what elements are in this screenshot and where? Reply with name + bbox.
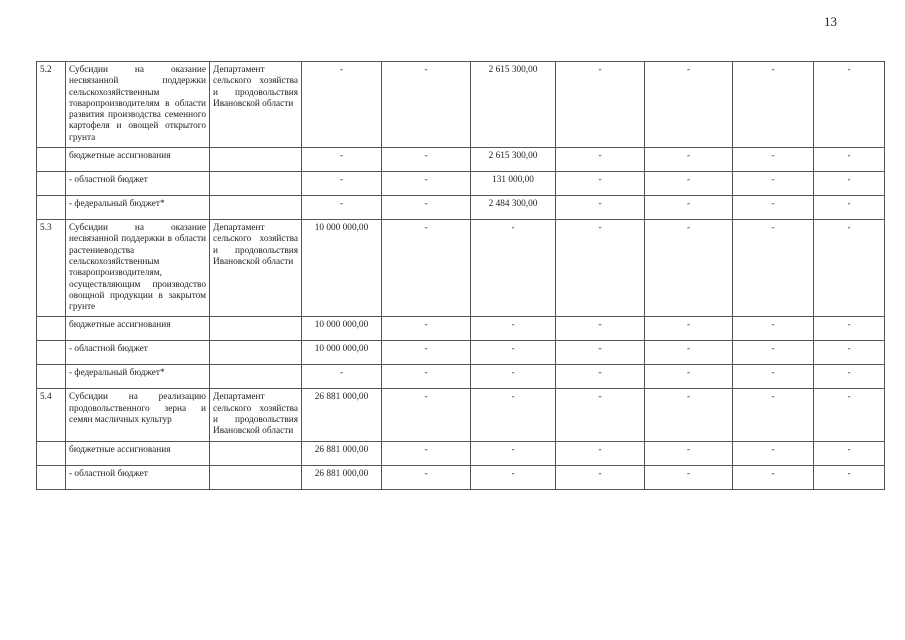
department-cell: Департамент сельского хозяйства и продовольствия Ивановской области <box>210 389 302 441</box>
amount-cell: - <box>382 317 471 341</box>
row-number-cell: 5.2 <box>37 62 66 148</box>
row-number-cell: 5.3 <box>37 220 66 317</box>
row-number-cell <box>37 172 66 196</box>
row-number-cell <box>37 365 66 389</box>
amount-cell: - <box>733 441 814 465</box>
table-row-subitem <box>37 465 885 489</box>
row-number-cell <box>37 341 66 365</box>
amount-cell: 10 000 000,00 <box>302 220 382 317</box>
amount-cell: - <box>645 341 733 365</box>
row-number-cell <box>37 441 66 465</box>
row-number-cell <box>37 465 66 489</box>
amount-cell: 2 615 300,00 <box>471 62 556 148</box>
row-name-cell: - областной бюджет <box>66 172 210 196</box>
amount-cell: - <box>814 62 885 148</box>
amount-cell: - <box>814 317 885 341</box>
amount-cell: - <box>645 172 733 196</box>
row-name-cell: - федеральный бюджет* <box>66 196 210 220</box>
row-name-cell: Субсидии на оказание несвязанной поддержки сельскохозяйственным товаропроизводителям в области развития производства семенного картофеля и овощей открытого грунта <box>66 62 210 148</box>
amount-cell: - <box>556 389 645 441</box>
amount-cell: - <box>556 220 645 317</box>
amount-cell: - <box>733 172 814 196</box>
table-row-subitem <box>37 317 885 341</box>
department-cell <box>210 341 302 365</box>
row-number-cell <box>37 317 66 341</box>
amount-cell: - <box>556 341 645 365</box>
table-body <box>37 62 885 490</box>
row-name-cell: бюджетные ассигнования <box>66 148 210 172</box>
row-name-cell: бюджетные ассигнования <box>66 441 210 465</box>
amount-cell: - <box>645 62 733 148</box>
amount-cell: - <box>733 389 814 441</box>
amount-cell: - <box>645 465 733 489</box>
row-name-cell: - федеральный бюджет* <box>66 365 210 389</box>
table-row-subitem <box>37 441 885 465</box>
department-cell: Департамент сельского хозяйства и продовольствия Ивановской области <box>210 220 302 317</box>
amount-cell: - <box>302 62 382 148</box>
department-cell <box>210 172 302 196</box>
department-cell <box>210 465 302 489</box>
amount-cell: 2 484 300,00 <box>471 196 556 220</box>
amount-cell: 2 615 300,00 <box>471 148 556 172</box>
amount-cell: - <box>814 341 885 365</box>
amount-cell: - <box>382 465 471 489</box>
row-number-cell <box>37 148 66 172</box>
amount-cell: - <box>471 317 556 341</box>
amount-cell: 26 881 000,00 <box>302 441 382 465</box>
amount-cell: - <box>382 148 471 172</box>
amount-cell: - <box>556 196 645 220</box>
amount-cell: - <box>382 441 471 465</box>
amount-cell: - <box>302 148 382 172</box>
amount-cell: - <box>645 220 733 317</box>
amount-cell: - <box>382 196 471 220</box>
amount-cell: - <box>471 341 556 365</box>
amount-cell: - <box>814 172 885 196</box>
amount-cell: - <box>471 465 556 489</box>
amount-cell: - <box>814 220 885 317</box>
amount-cell: - <box>814 441 885 465</box>
row-name-cell: - областной бюджет <box>66 341 210 365</box>
amount-cell: 131 000,00 <box>471 172 556 196</box>
amount-cell: - <box>645 317 733 341</box>
department-cell <box>210 365 302 389</box>
amount-cell: - <box>814 148 885 172</box>
amount-cell: - <box>556 317 645 341</box>
department-cell <box>210 196 302 220</box>
table-row-item <box>37 220 885 317</box>
amount-cell: - <box>382 172 471 196</box>
row-name-cell: Субсидии на реализацию продовольственного зерна и семян масличных культур <box>66 389 210 441</box>
amount-cell: - <box>814 365 885 389</box>
amount-cell: - <box>814 389 885 441</box>
table-row-subitem <box>37 365 885 389</box>
amount-cell: - <box>645 389 733 441</box>
amount-cell: - <box>556 365 645 389</box>
amount-cell: - <box>814 465 885 489</box>
amount-cell: - <box>645 441 733 465</box>
amount-cell: - <box>471 220 556 317</box>
amount-cell: - <box>645 365 733 389</box>
amount-cell: 10 000 000,00 <box>302 341 382 365</box>
amount-cell: - <box>814 196 885 220</box>
amount-cell: - <box>556 62 645 148</box>
amount-cell: - <box>382 365 471 389</box>
amount-cell: - <box>645 148 733 172</box>
amount-cell: - <box>733 341 814 365</box>
table-row-subitem <box>37 172 885 196</box>
department-cell: Департамент сельского хозяйства и продовольствия Ивановской области <box>210 62 302 148</box>
row-number-cell <box>37 196 66 220</box>
table-row-subitem <box>37 341 885 365</box>
amount-cell: - <box>733 365 814 389</box>
amount-cell: - <box>302 365 382 389</box>
table-row-subitem <box>37 196 885 220</box>
amount-cell: - <box>733 220 814 317</box>
row-name-cell: - областной бюджет <box>66 465 210 489</box>
amount-cell: - <box>556 465 645 489</box>
budget-table <box>36 61 885 490</box>
amount-cell: - <box>382 62 471 148</box>
table-row-subitem <box>37 148 885 172</box>
amount-cell: - <box>556 172 645 196</box>
department-cell <box>210 148 302 172</box>
row-name-cell: Субсидии на оказание несвязанной поддержки в области растениеводства сельскохозяйственным товаропроизводителям, осуществляющим производство овощной продукции в закрытом грунте <box>66 220 210 317</box>
department-cell <box>210 441 302 465</box>
amount-cell: - <box>556 148 645 172</box>
amount-cell: - <box>733 62 814 148</box>
table-row-item <box>37 389 885 441</box>
amount-cell: - <box>302 172 382 196</box>
table-row-item <box>37 62 885 148</box>
row-number-cell: 5.4 <box>37 389 66 441</box>
amount-cell: - <box>382 389 471 441</box>
amount-cell: - <box>733 196 814 220</box>
amount-cell: - <box>733 317 814 341</box>
amount-cell: - <box>645 196 733 220</box>
amount-cell: - <box>471 441 556 465</box>
amount-cell: 26 881 000,00 <box>302 389 382 441</box>
amount-cell: - <box>733 148 814 172</box>
amount-cell: - <box>471 389 556 441</box>
amount-cell: - <box>733 465 814 489</box>
amount-cell: - <box>471 365 556 389</box>
page-number: 13 <box>824 14 837 29</box>
amount-cell: - <box>382 220 471 317</box>
department-cell <box>210 317 302 341</box>
amount-cell: 10 000 000,00 <box>302 317 382 341</box>
amount-cell: 26 881 000,00 <box>302 465 382 489</box>
row-name-cell: бюджетные ассигнования <box>66 317 210 341</box>
amount-cell: - <box>556 441 645 465</box>
amount-cell: - <box>382 341 471 365</box>
amount-cell: - <box>302 196 382 220</box>
